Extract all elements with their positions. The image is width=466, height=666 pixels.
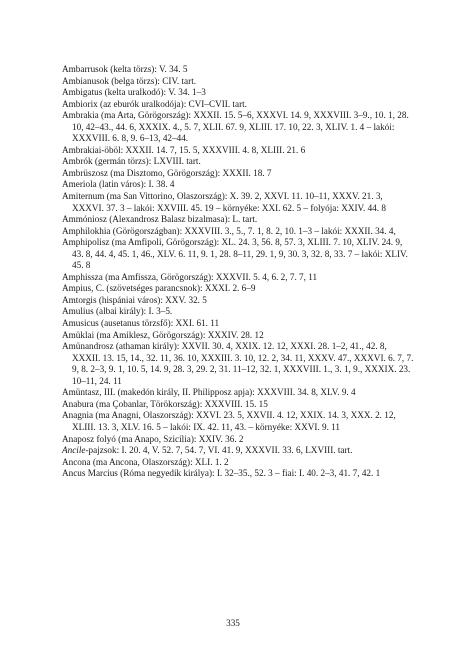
index-entry: Amünandrosz (athaman király): XXVII. 30. 4, XXIX. 12. 12, XXXI. 28. 1–2, 41., 42. 8, XXXII. 13. 15, 14., 32. 11, 36. 10, XXXIII. 3. 10, 12. 2, 34. 11, XXXV. 47., XXXVI. 6. 7, 7. 9, 8. 2–3, 9. 1, 10. 5, 14. 9, 28. 3, 29. 2, 31. 11–12, 32. 1, XXXVIII. 1., 3. 1, 9., XXXIX. 23. 10–11, 24. 11 (62, 341, 414, 386)
index-entry: Amüntasz, III. (makedón király, II. Philipposz apja): XXXVIII. 34. 8, XLV. 9. 4 (62, 387, 356, 398)
index-entry: Amüklai (ma Amiklesz, Görögország): XXXIV. 28. 12 (62, 329, 264, 340)
index-list (62, 64, 414, 480)
page-number: 335 (226, 618, 240, 628)
index-entry-ancile (62, 445, 414, 457)
index-entry: Ambigatus (kelta uralkodó): V. 34. 1–3 (62, 87, 206, 98)
index-entry: Amiternum (ma San Vittorino, Olaszország): X. 39. 2, XXVI. 11. 10–11, XXXV. 21. 3, XXXVI. 37. 3 – lakói: XXVIII. 45. 19 – környéke: XXI. 62. 5 – folyója: XXIV. 44. 8 (62, 191, 386, 213)
index-entry: Ambianusok (belga törzs): CIV. tart. (62, 75, 197, 86)
index-entry-italic-head: Ancile (62, 445, 86, 456)
index-entry: Ammóniosz (Alexandrosz Balasz bizalmasa): L. tart. (62, 214, 258, 225)
index-entry: Amphissza (ma Amfissza, Görögország): XXXVII. 5. 4, 6. 2, 7. 7, 11 (62, 271, 318, 282)
index-entry: Ambiorix (az eburók uralkodója): CVI–CVII. tart. (62, 98, 247, 109)
index-entry: Ambrüszosz (ma Disztomo, Görögország): XXXII. 18. 7 (62, 167, 272, 178)
index-entry: Amtorgis (hispániai város): XXV. 32. 5 (62, 294, 207, 305)
index-entry: Anaposz folyó (ma Anapo, Szicília): XXIV. 36. 2 (62, 433, 244, 444)
index-entry: Ameriola (latin város): I. 38. 4 (62, 179, 175, 190)
index-entry: Amphilokhia (Görögországban): XXXVIII. 3., 5., 7. 1, 8. 2, 10. 1–3 – lakói: XXXII. 34. 4, (62, 225, 396, 236)
index-entry: Ampius, C. (szövetséges parancsnok): XXXI. 2. 6–9 (62, 283, 256, 294)
index-entry: Ancona (ma Ancona, Olaszország): XLI. 1. 2 (62, 456, 229, 467)
index-entry-rest: -pajzsok: I. 20. 4, V. 52. 7, 54. 7, VI. 41. 9, XXXVII. 33. 6, LXVIII. tart. (85, 445, 353, 456)
index-entry: Amusicus (ausetanus törzsfő): XXI. 61. 11 (62, 318, 220, 329)
index-entry: Ambarrusok (kelta törzs): V. 34. 5 (62, 64, 188, 74)
index-entry: Ancus Marcius (Róma negyedik királya): I. 32–35., 52. 3 – fiai: I. 40. 2–3, 41. 7, 42. 1 (62, 468, 381, 479)
index-entry: Ambrakia (ma Arta, Görögország): XXXII. 15. 5–6, XXXVI. 14. 9, XXXVIII. 3–9., 10. 1, 28. 10, 42–43., 44. 6, XXXIX. 4., 5. 7, XLII. 67. 9, XLIII. 17. 10, 22. 3, XLIV. 1. 4 – lakói: XXXVIII. 6. 8, 9. 6–13, 42–44. (62, 110, 409, 144)
index-entry: Ambrakiai-öböl: XXXII. 14. 7, 15. 5, XXXVIII. 4. 8, XLIII. 21. 6 (62, 144, 306, 155)
index-entry: Anabura (ma Çobanlar, Törökország): XXXVIII. 15. 15 (62, 398, 268, 409)
index-entry: Amphipolisz (ma Amfipoli, Görögország): XL. 24. 3, 56. 8, 57. 3, XLIII. 7. 10, XLIV. 24. 9, 43. 8, 44. 4, 45. 1, 46., XLV. 6. 11, 9. 1, 28. 8–11, 29. 1, 9, 30. 3, 32. 8, 33. 7 – lakói: XLIV. 45. 8 (62, 237, 408, 271)
index-entry: Ambrók (germán törzs): LXVIII. tart. (62, 156, 201, 167)
index-entry: Anagnia (ma Anagni, Olaszország): XXVI. 23. 5, XXVII. 4. 12, XXIX. 14. 3, XXX. 2. 12, XLIII. 13. 3, XLV. 16. 5 – lakói: IX. 42. 11, 43. – környéke: XXVI. 9. 11 (62, 410, 396, 432)
index-entry: Amulius (albai király): I. 3–5. (62, 306, 173, 317)
